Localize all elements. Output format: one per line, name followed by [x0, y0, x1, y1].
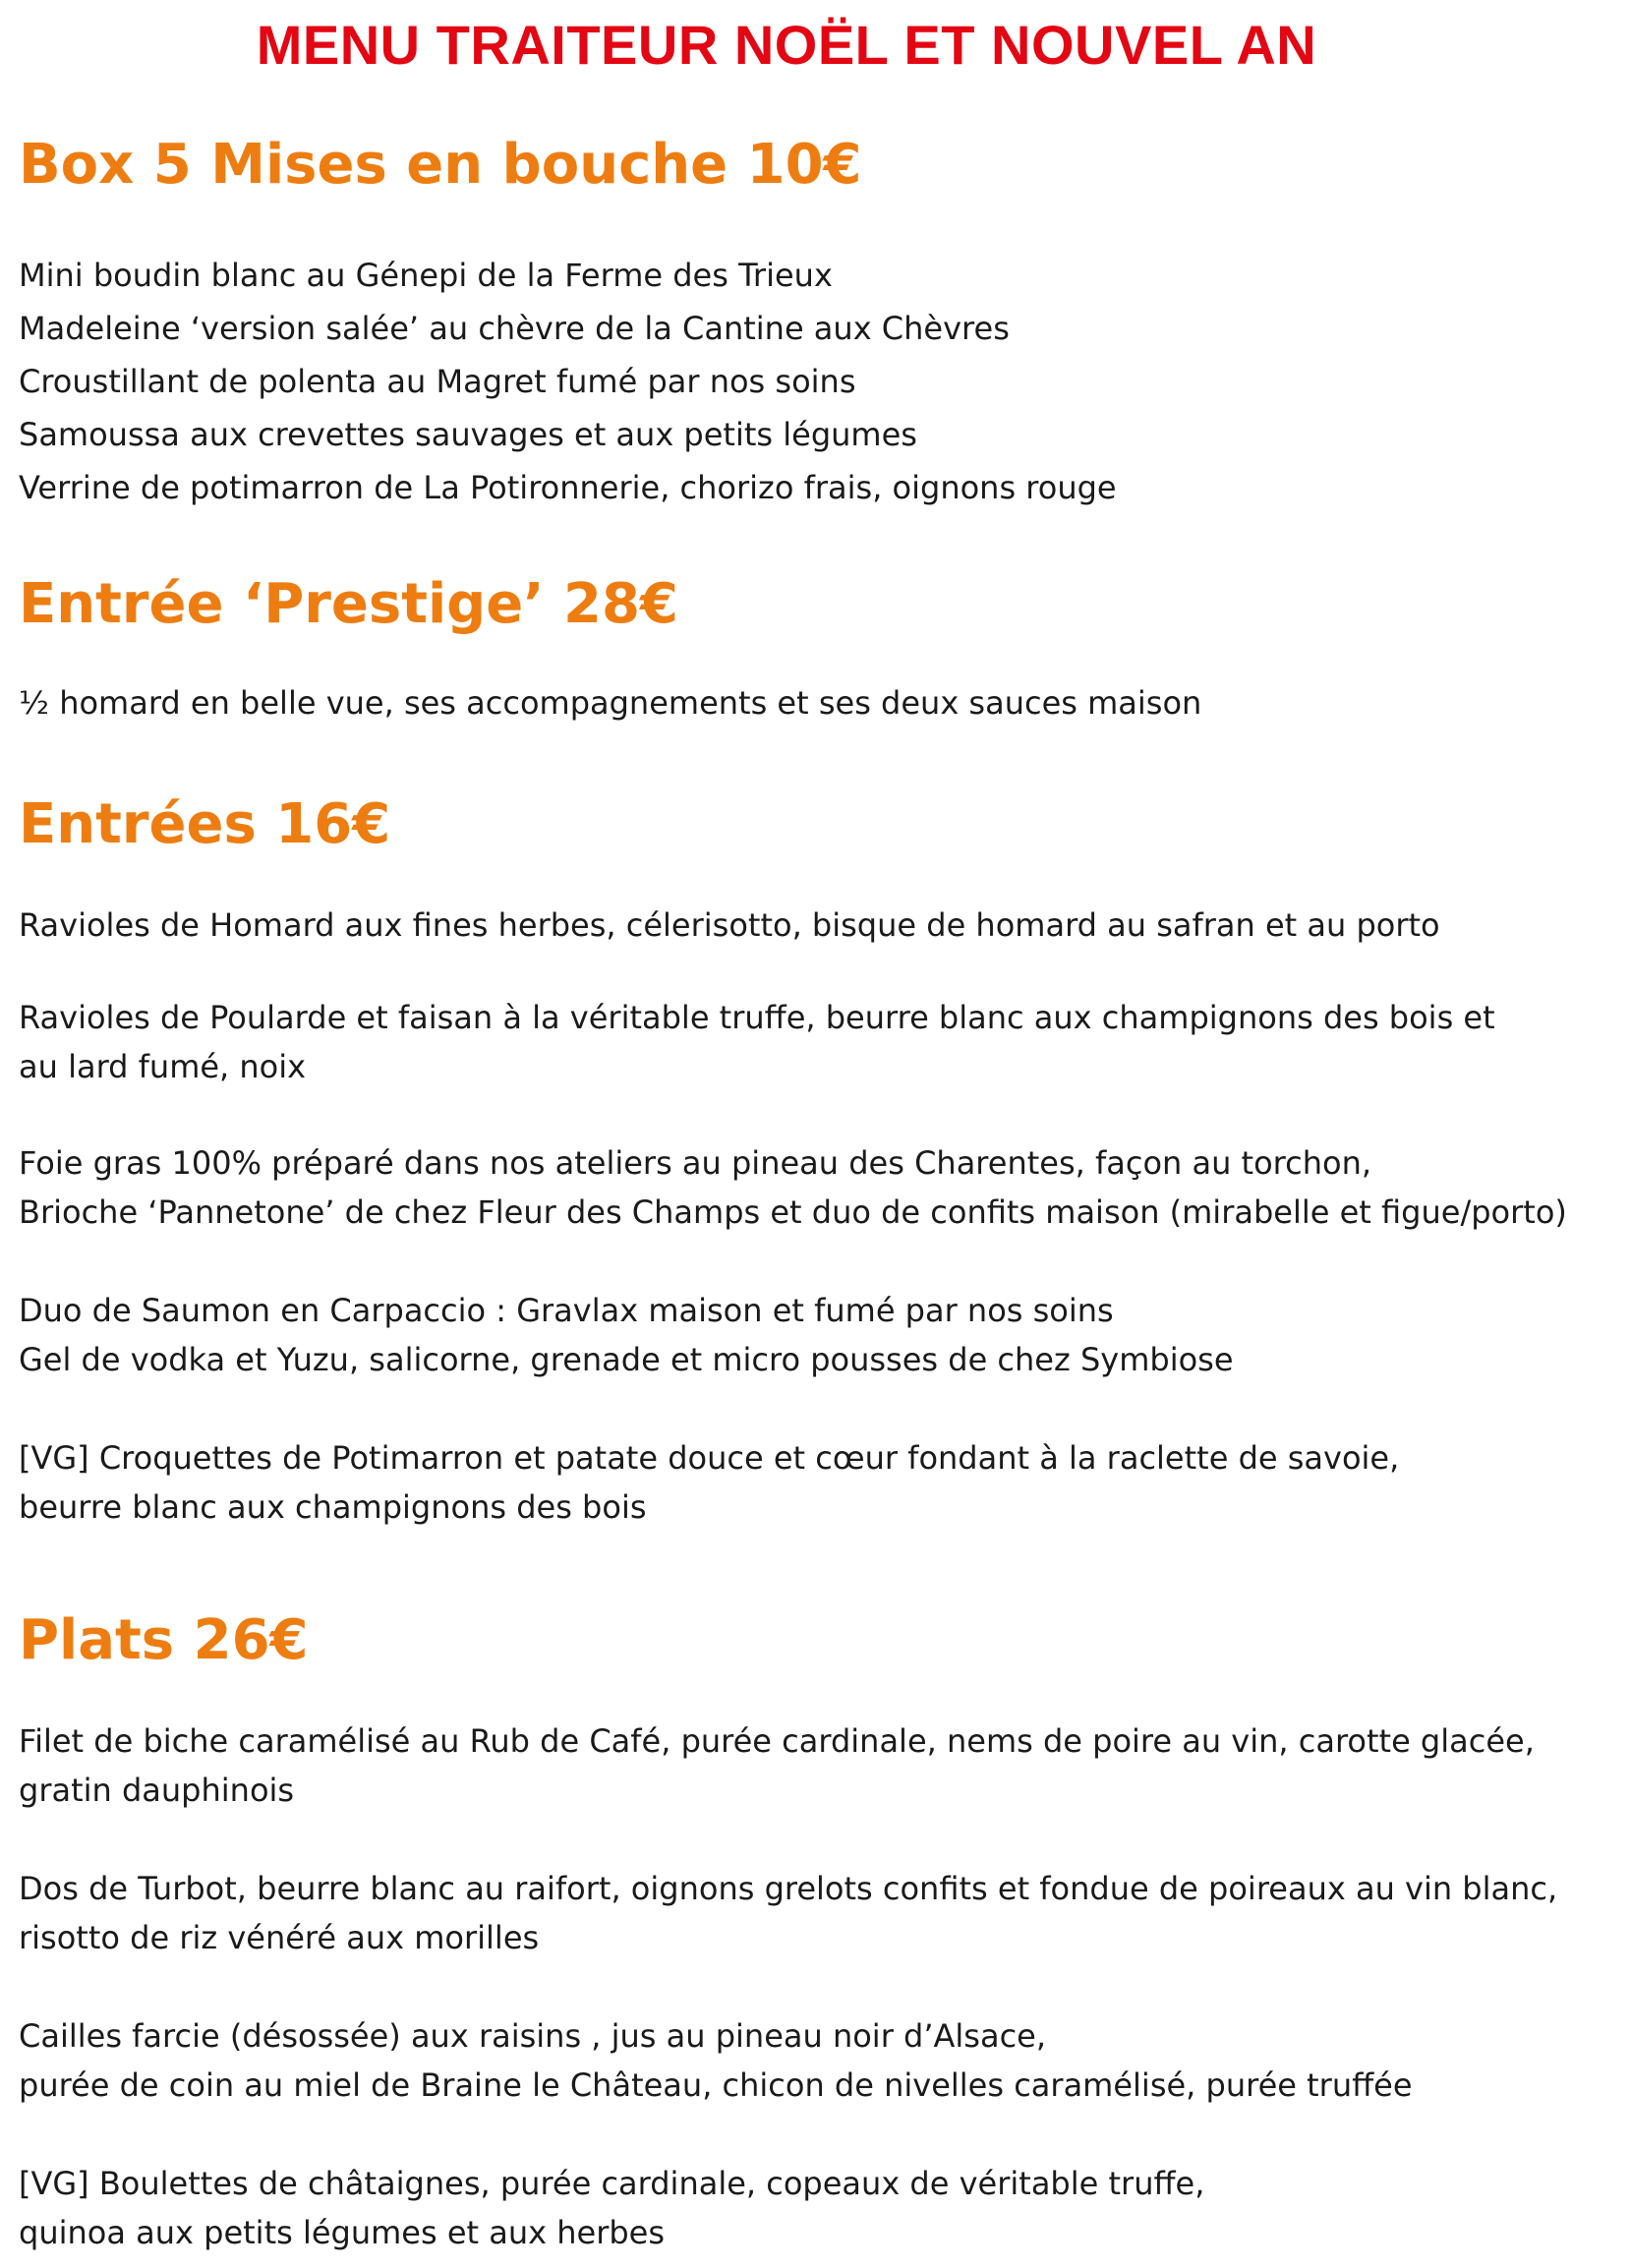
item-list [19, 249, 1611, 514]
item-block [19, 1864, 1557, 1962]
section-heading: Entrées 16€ [19, 792, 391, 856]
menu-item-line: Brioche ‘Pannetone’ de chez Fleur des Champs et duo de confits maison (mirabelle et figue/porto) [19, 1193, 1567, 1231]
item-block [19, 2011, 1413, 2110]
menu-item-line: [VG] Boulettes de châtaignes, purée cardinale, copeaux de véritable truffe, [19, 2165, 1205, 2202]
menu-item: Croustillant de polenta au Magret fumé par nos soins [19, 363, 856, 400]
menu-item-line: purée de coin au miel de Braine le Château, chicon de nivelles caramélisé, purée truffée [19, 2066, 1413, 2104]
menu-item: Samoussa aux crevettes sauvages et aux petits légumes [19, 416, 917, 453]
item-block [19, 993, 1495, 1091]
item-block [19, 899, 1440, 952]
section-entree-prestige [19, 572, 1611, 729]
menu-item-line: Ravioles de Poularde et faisan à la véritable truffe, beurre blanc aux champignons des bois et [19, 999, 1495, 1036]
page-title: MENU TRAITEUR NOËL ET NOUVEL AN [256, 14, 1317, 76]
item-block [19, 1138, 1567, 1237]
section-heading: Box 5 Mises en bouche 10€ [19, 133, 862, 197]
menu-item-line: gratin dauphinois [19, 1772, 295, 1809]
section-heading: Plats 26€ [19, 1608, 309, 1672]
menu-item: Madeleine ‘version salée’ au chèvre de la Cantine aux Chèvres [19, 310, 1010, 347]
menu-item-line: Gel de vodka et Yuzu, salicorne, grenade et micro pousses de chez Symbiose [19, 1341, 1234, 1378]
menu-item-line: Dos de Turbot, beurre blanc au raifort, oignons grelots confits et fondue de poireaux au vin blanc, [19, 1870, 1558, 1907]
menu-item-line: risotto de riz vénéré aux morilles [19, 1919, 540, 1956]
menu-item-line: quinoa aux petits légumes et aux herbes [19, 2214, 666, 2251]
item-block [19, 2159, 1204, 2257]
item-list [19, 676, 1611, 729]
menu-item-line: Foie gras 100% préparé dans nos ateliers au pineau des Charentes, façon au torchon, [19, 1144, 1372, 1182]
menu-item-line: Filet de biche caramélisé au Rub de Café, purée cardinale, nems de poire au vin, carotte glacée, [19, 1722, 1535, 1760]
menu-item: Ravioles de Homard aux fines herbes, célerisotto, bisque de homard au safran et au porto [19, 906, 1440, 944]
section-plats [19, 1608, 1611, 2251]
menu-item: Verrine de potimarron de La Potironnerie, chorizo frais, oignons rouge [19, 469, 1117, 506]
menu-item-line: [VG] Croquettes de Potimarron et patate douce et cœur fondant à la raclette de savoie, [19, 1439, 1400, 1477]
menu-item-line: Cailles farcie (désossée) aux raisins , jus au pineau noir d’Alsace, [19, 2017, 1047, 2055]
section-mises-en-bouche [19, 133, 1611, 514]
menu-item-line: au lard fumé, noix [19, 1048, 307, 1085]
section-heading: Entrée ‘Prestige’ 28€ [19, 572, 678, 636]
item-block [19, 1286, 1234, 1384]
menu-item-line: beurre blanc aux champignons des bois [19, 1488, 647, 1526]
item-block [19, 1716, 1535, 1815]
menu-item-line: Duo de Saumon en Carpaccio : Gravlax maison et fumé par nos soins [19, 1292, 1114, 1329]
item-block [19, 1433, 1399, 1532]
menu-item: Mini boudin blanc au Génepi de la Ferme des Trieux [19, 257, 833, 294]
menu-item: ½ homard en belle vue, ses accompagnements et ses deux sauces maison [19, 684, 1202, 722]
section-entrees [19, 792, 1611, 1526]
